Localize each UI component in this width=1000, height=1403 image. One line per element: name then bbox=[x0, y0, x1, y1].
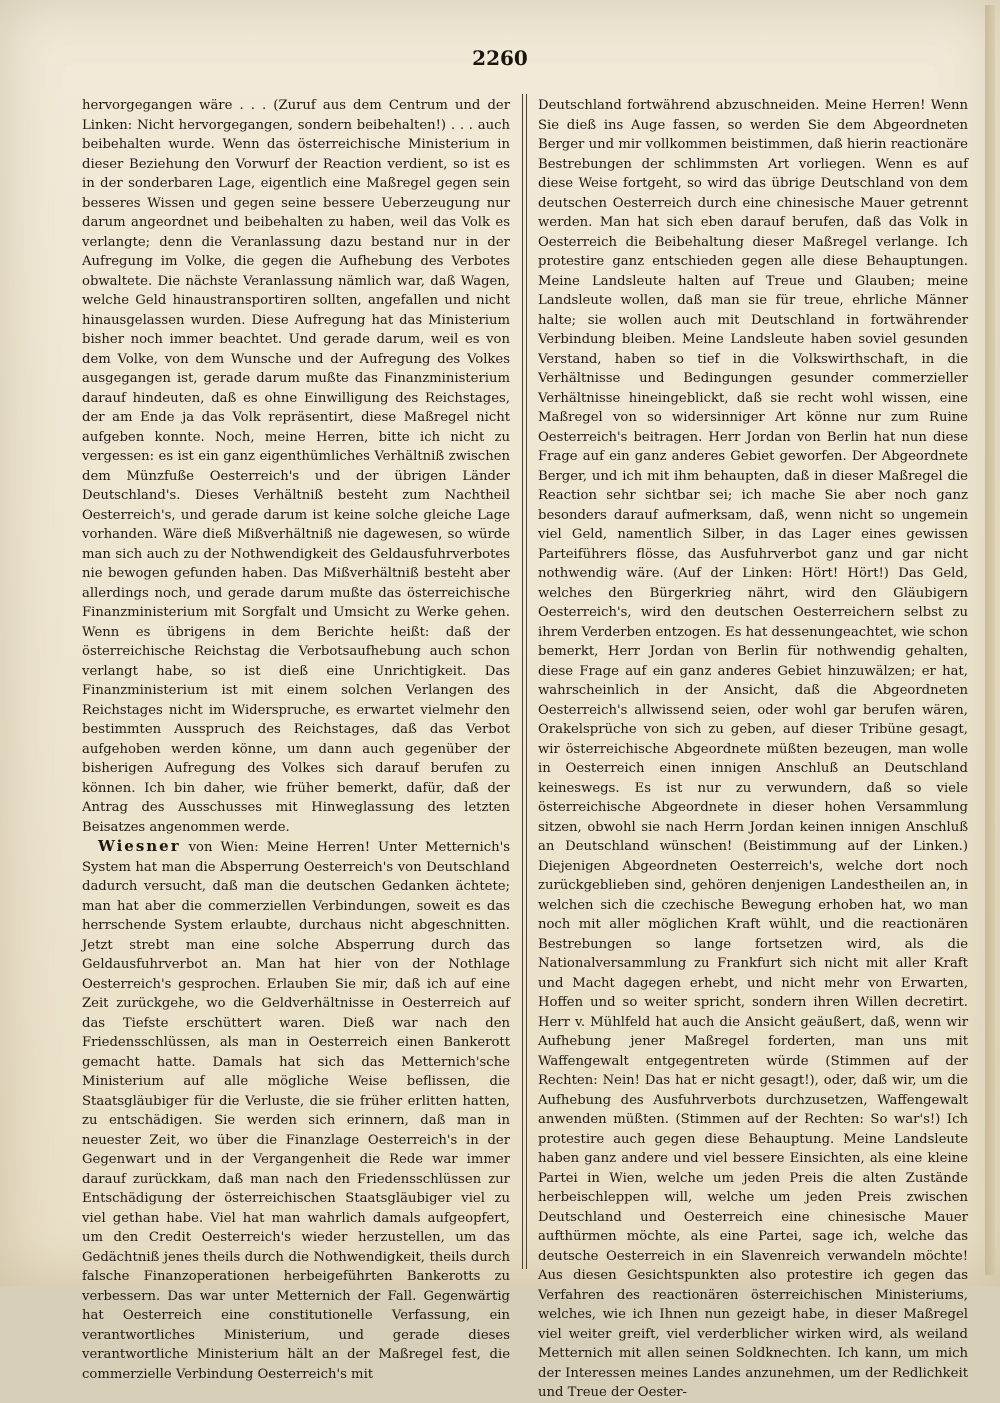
speaker-name: Wiesner bbox=[98, 837, 181, 855]
paragraph-speech-continuation: hervorgegangen wäre . . . (Zuruf aus dem Centrum und der Linken: Nicht hervorgegangen, sondern beibehalten!) . . . auch beibehalten wurde. Wenn das österreichische Ministerium in dieser Beziehung den Vorwurf der Reaction verdient, so ist es in der sonderbaren Lage, eigentlich eine Maßregel gegen sein besseres Wissen und gegen seine bessere Ueberzeugung nur darum angeordnet und beibehalten zu haben, weil das Volk es verlangte; denn die Veranlassung dazu bestand nur in der Aufregung im Volke, die gegen die Aufhebung des Verbotes obwaltete. Die nächste Veranlassung nämlich war, daß Wagen, welche Geld hinaustransportiren sollten, angefallen und nicht hinausgelassen wurden. Diese Aufregung hat das Ministerium bisher noch immer beachtet. Und gerade darum, weil es von dem Volke, von dem Wunsche und der Aufregung des Volkes ausgegangen ist, gerade darum mußte das Finanzministerium darauf hindeuten, daß es ohne Einwilligung des Reichstages, der am Ende ja das Volk repräsentirt, diese Maßregel nicht aufgeben konnte. Noch, meine Herren, bitte ich nicht zu vergessen: es ist ein ganz eigenthümliches Verhältniß zwischen dem Münzfuße Oesterreich's und der übrigen Länder Deutschland's. Dieses Verhältniß besteht zum Nachtheil Oesterreich's, und gerade darum ist keine solche gleiche Lage vorhanden. Wäre dieß Mißverhältniß nie dagewesen, so würde man sich auch zu der Nothwendigkeit des Geldausfuhrverbotes nie bewogen gefunden haben. Das Mißverhältniß besteht aber allerdings noch, und gerade darum mußte das österreichische Finanzministerium mit Sorgfalt und Umsicht zu Werke gehen. Wenn es übrigens in dem Berichte heißt: daß der österreichische Reichstag die Verbotsaufhebung auch schon verlangt habe, so ist dieß eine Unrichtigkeit. Das Finanzministerium ist mit einem solchen Verlangen des Reichstages nicht im Widerspruche, es erwartet vielmehr den bestimmten Ausspruch des Reichstages, daß das Verbot aufgehoben werden könne, um dann auch gegenüber der bisherigen Aufregung des Volkes sich darauf berufen zu können. Ich bin daher, wie früher bemerkt, dafür, daß der Antrag des Ausschusses mit Hinweglassung des letzten Beisatzes angenommen werde. bbox=[82, 98, 510, 835]
page-number: 2260 bbox=[472, 46, 528, 70]
left-column bbox=[82, 96, 510, 1384]
speech-text: von Wien: Meine Herren! Unter Metternich's System hat man die Absperrung Oesterreich's von Deutschland dadurch versucht, daß man die deutschen Gedanken ächtete; man hat aber die commerziellen Verbindungen, soweit es das herrschende System erlaubte, durchaus nicht abgeschnitten. Jetzt strebt man eine solche Absperrung durch das Geldausfuhrverbot an. Man hat hier von der Nothlage Oesterreich's gesprochen. Erlauben Sie mir, daß ich auf eine Zeit zurückgehe, wo die Geldverhältnisse in Oesterreich auf das Tiefste erschüttert waren. Dieß war nach den Friedensschlüssen, als man in Oesterreich einen Bankerott gemacht hatte. Damals hat sich das Metternich'sche Ministerium auf alle mögliche Weise beflissen, die Staatsgläubiger für die Verluste, die sie früher erlitten hatten, zu entschädigen. Sie werden sich erinnern, daß man in neuester Zeit, wo über die Finanzlage Oesterreich's in der Gegenwart und in der Vergangenheit die Rede war immer darauf zurückkam, daß man nach den Friedensschlüssen zur Entschädigung der österreichischen Staatsgläubiger viel zu viel gethan habe. Viel hat man wahrlich damals aufgeopfert, um den Credit Oesterreich's wieder herzustellen, um das Gedächtniß jenes theils durch die Nothwendigkeit, theils durch falsche Finanzoperationen herbeigeführten Bankerotts zu verbessern. Das war unter Metternich der Fall. Gegenwärtig hat Oesterreich eine constitutionelle Verfassung, ein verantwortliches Ministerium, und gerade dieses verantwortliche Ministerium hält an der Maßregel fest, die commerzielle Verbindung Oesterreich's mit bbox=[82, 840, 510, 1382]
page-edge bbox=[985, 5, 995, 1275]
paragraph-wiesner-speech bbox=[82, 837, 510, 1384]
column-divider bbox=[522, 94, 527, 1269]
right-column bbox=[538, 96, 968, 1403]
paragraph-speech-continued: Deutschland fortwährend abzuschneiden. Meine Herren! Wenn Sie dieß ins Auge fassen, so werden Sie dem Abgeordneten Berger und mir vollkommen beistimmen, daß hierin reactionäre Bestrebungen der schlimmsten Art vorliegen. Wenn es auf diese Weise fortgeht, so wird das übrige Deutschland von dem deutschen Oesterreich durch eine chinesische Mauer getrennt werden. Man hat sich eben darauf berufen, daß das Volk in Oesterreich die Beibehaltung dieser Maßregel verlange. Ich protestire ganz entschieden gegen alle diese Behauptungen. Meine Landsleute halten auf Treue und Glauben; meine Landsleute wollen, daß man sie für treue, ehrliche Männer halte; sie wollen auch mit Deutschland in fortwährender Verbindung bleiben. Meine Landsleute haben soviel gesunden Verstand, haben so tief in die Volkswirthschaft, in die Verhältnisse und Bedingungen gesunder commerzieller Verhältnisse hineingeblickt, daß sie recht wohl wissen, eine Maßregel von so widersinniger Art könne nur zum Ruine Oesterreich's beitragen. Herr Jordan von Berlin hat nun diese Frage auf ein ganz anderes Gebiet geworfen. Der Abgeordnete Berger, und ich mit ihm behaupten, daß in dieser Maßregel die Reaction sehr sichtbar sei; ich mache Sie aber noch ganz besonders darauf aufmerksam, daß, wenn nicht so ungemein viel Geld, namentlich Silber, in das Lager eines gewissen Parteiführers flösse, das Ausfuhrverbot ganz und gar nicht nothwendig wäre. (Auf der Linken: Hört! Hört!) Das Geld, welches den Bürgerkrieg nährt, wird den Gläubigern Oesterreich's, wird den deutschen Oesterreichern selbst zu ihrem Verderben entzogen. Es hat dessenungeachtet, wie schon bemerkt, Herr Jordan von Berlin für nothwendig gehalten, diese Frage auf ein ganz anderes Gebiet hinzuwälzen; er hat, wahrscheinlich in der Ansicht, daß die Abgeordneten Oesterreich's allwissend seien, oder wohl gar berufen wären, Orakelsprüche von sich zu geben, auf dieser Tribüne gesagt, wir österreichische Abgeordnete müßten bezeugen, man wolle in Oesterreich einen innigen Anschluß an Deutschland keineswegs. Es ist nur zu verwundern, daß so viele österreichische Abgeordnete in dieser hohen Versammlung sitzen, obwohl sie nach Herrn Jordan keinen innigen Anschluß an Deutschland wünschen! (Beistimmung auf der Linken.) Diejenigen Abgeordneten Oesterreich's, welche dort noch zurückgeblieben sind, gehören denjenigen Landestheilen an, in welchen sich die czechische Bewegung erhoben hat, wo man noch mit aller möglichen Kraft wühlt, und die reactionären Bestrebungen so lange fortsetzen wird, als die Nationalversammlung zu Frankfurt sich nicht mit aller Kraft und Macht dagegen erhebt, und nicht mehr von Erwarten, Hoffen und so weiter spricht, sondern ihren Willen decretirt. Herr v. Mühlfeld hat auch die Ansicht geäußert, daß, wenn wir Aufhebung jener Maßregel forderten, man uns mit Waffengewalt entgegentreten würde (Stimmen auf der Rechten: Nein! Das hat er nicht gesagt!), oder, daß wir, um die Aufhebung des Ausfuhrverbots durchzusetzen, Waffengewalt anwenden müßten. (Stimmen auf der Rechten: So war's!) Ich protestire auch gegen diese Behauptung. Meine Landsleute haben ganz andere und viel bessere Einsichten, als eine kleine Partei in Wien, welche um jeden Preis die alten Zustände herbeischleppen will, welche um jeden Preis zwischen Deutschland und Oesterreich eine chinesische Mauer aufthürmen möchte, als eine Partei, sage ich, welche das deutsche Oesterreich in ein Slavenreich verwandeln möchte! Aus diesen Gesichtspunkten also protestire ich gegen das Verfahren des reactionären österreichischen Ministeriums, welches, wie ich Ihnen nun gezeigt habe, in dieser Maßregel viel weiter greift, viel verderblicher wirken wird, als weiland Metternich mit allen seinen Soldknechten. Ich kann, um mich der Interessen meines Landes anzunehmen, um der Redlichkeit und Treue der Oester- bbox=[538, 98, 968, 1400]
